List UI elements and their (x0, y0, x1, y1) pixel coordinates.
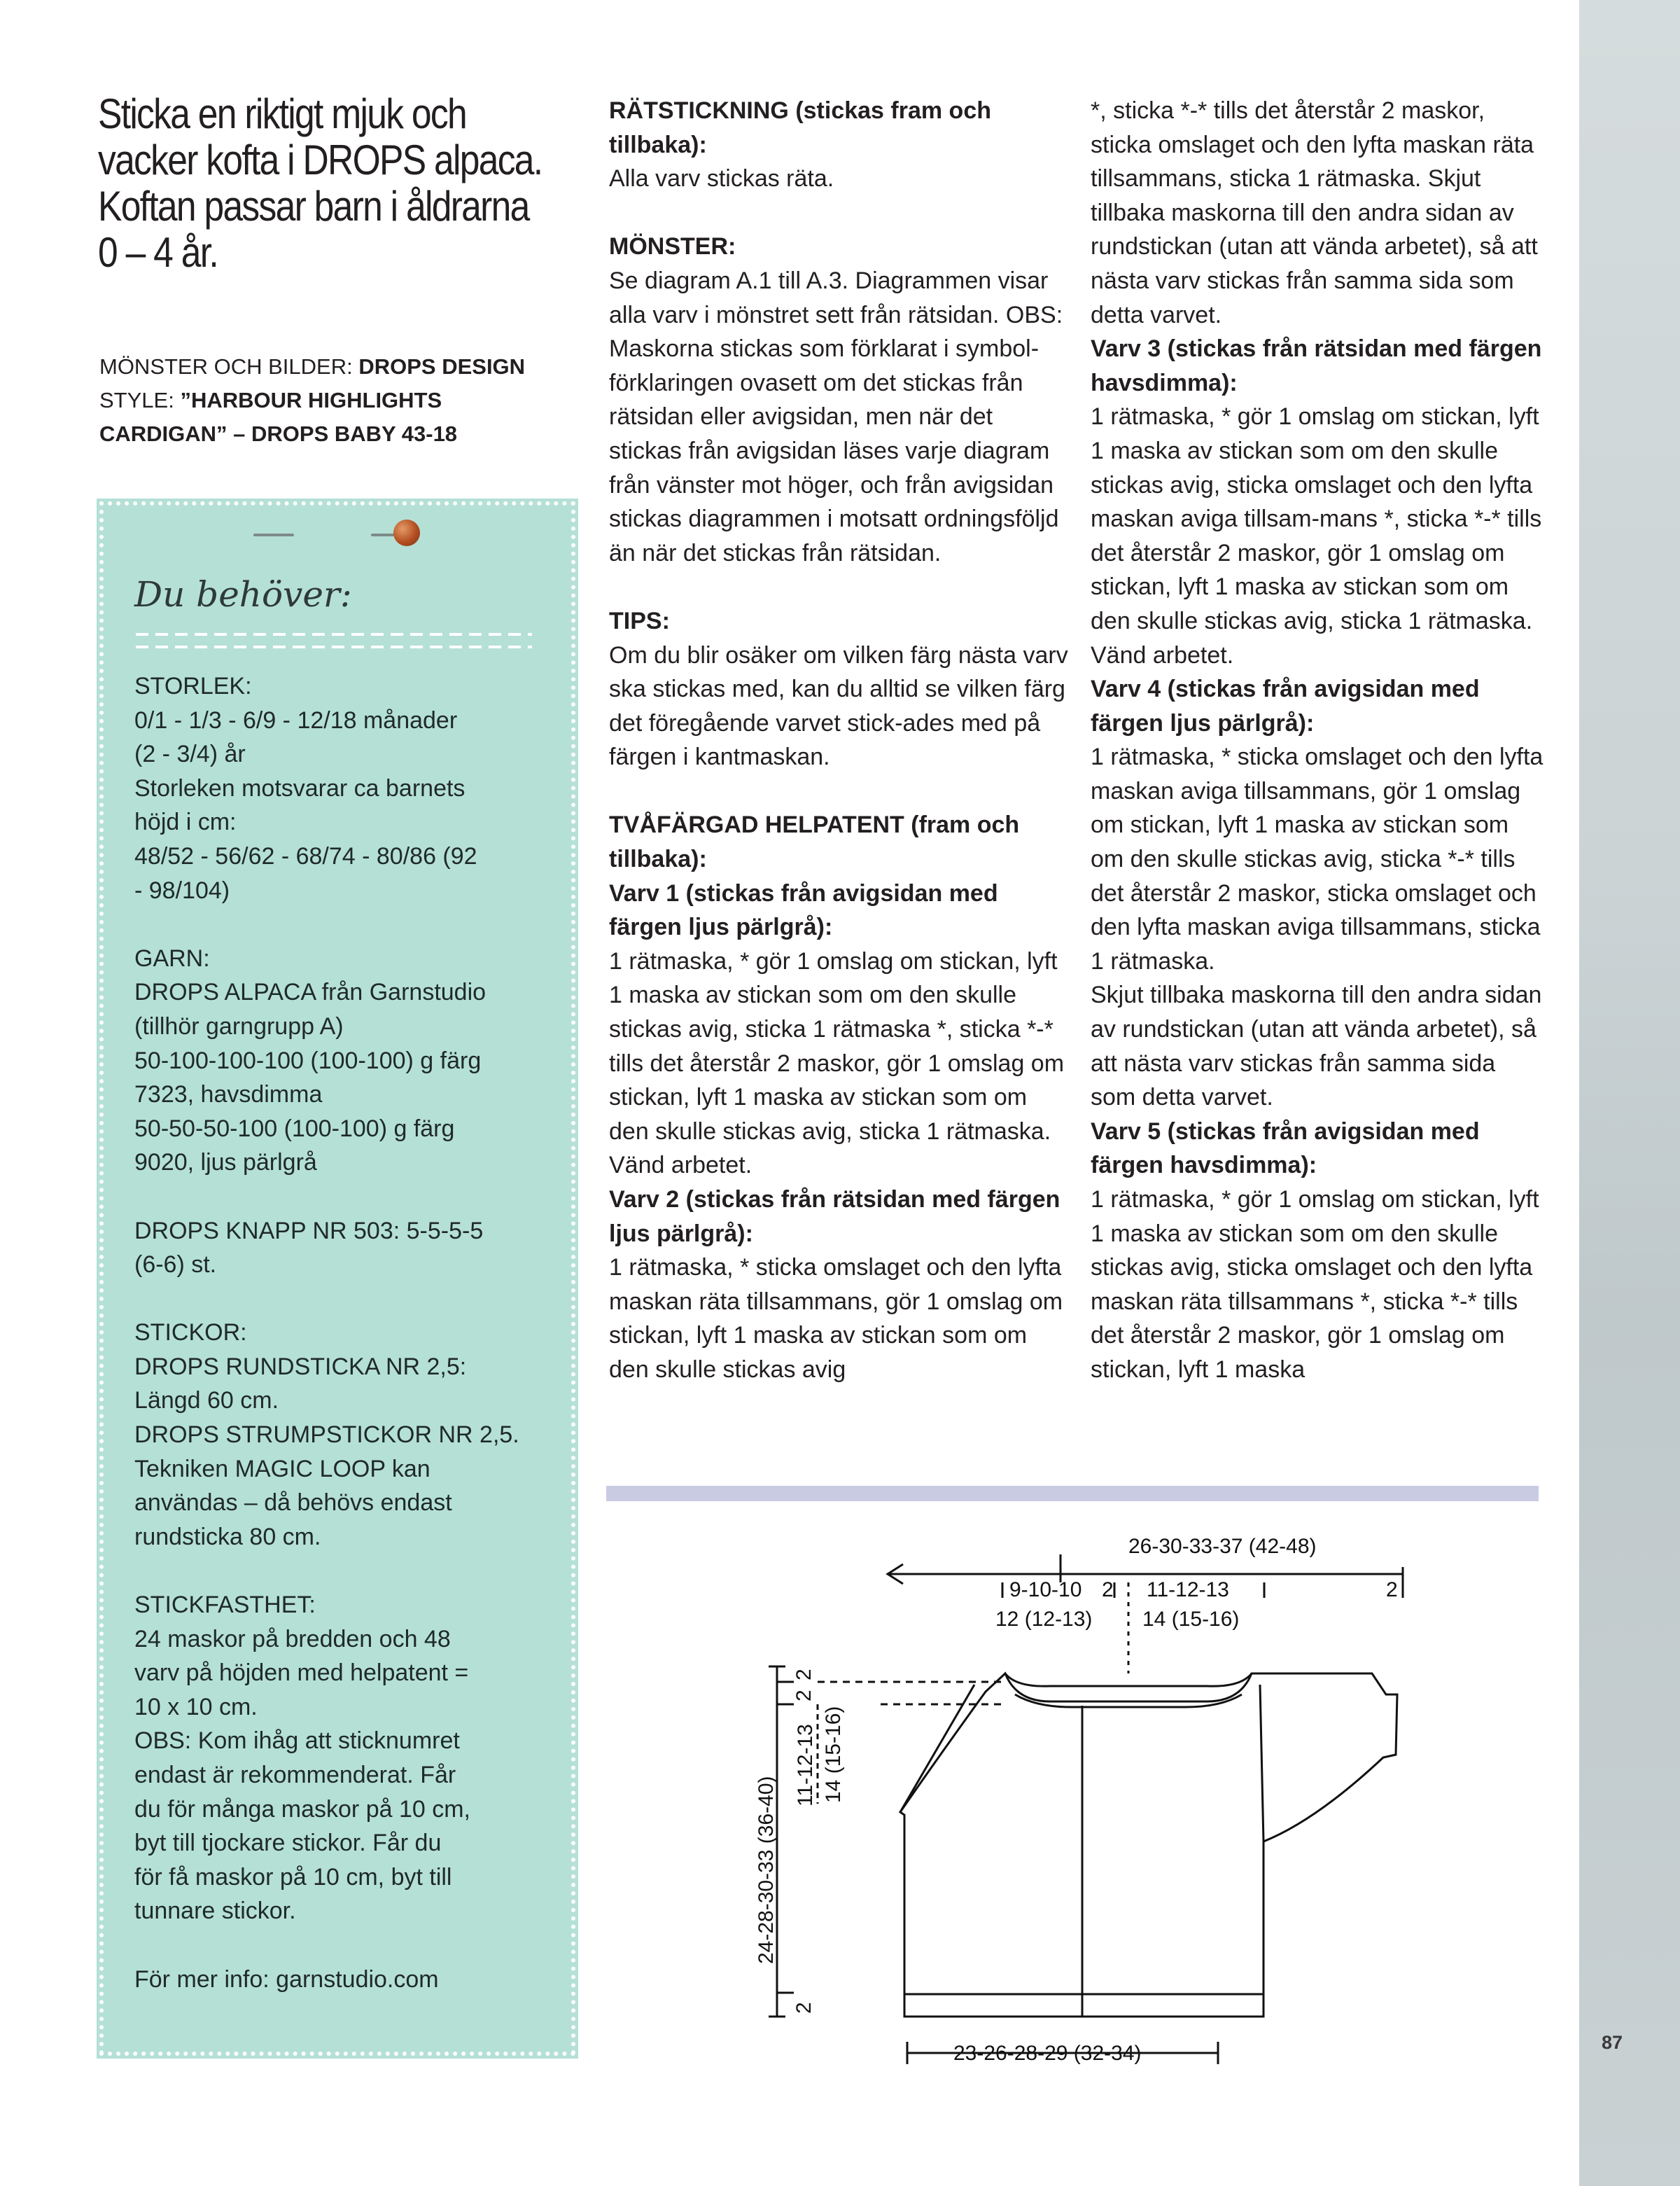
needles-section (134, 1316, 568, 1554)
instructions-column-2 (609, 94, 1071, 1387)
credit-value: DROPS DESIGN (358, 354, 526, 379)
materials-heading: Du behöver: (134, 574, 352, 615)
gauge-line: för få maskor på 10 cm, byt till (134, 1863, 452, 1891)
button-section (134, 1214, 568, 1282)
credits (99, 350, 575, 451)
yarn-line: 50-100-100-100 (100-100) g färg (134, 1047, 482, 1074)
bottom-width-label: 23-26-28-29 (32-34) (953, 2042, 1142, 2065)
size-line: - 98/104) (134, 877, 230, 904)
intro-title-line: Sticka en riktigt mjuk och (98, 90, 466, 137)
needles-line: rundsticka 80 cm. (134, 1523, 321, 1550)
cuff-label: 2 (1386, 1578, 1398, 1601)
row4-text: 1 rätmaska, * sticka omslaget och den lyfta maskan aviga tillsammans, gör 1 omslag om stickan, lyft 1 maska av stickan som om den skulle stickas avig, sticka *-* tills det återstår 2 maskor, sticka omslaget och den lyfta maskan aviga tillsammans, sticka 1 rätmaska. (1091, 744, 1544, 975)
button-line: (6-6) st. (134, 1251, 217, 1279)
row3-heading: Varv 3 (stickas från rätsidan med färgen havsdimma): (1091, 335, 1542, 396)
gauge-line: OBS: Kom ihåg att sticknumret (134, 1727, 460, 1755)
yarn-section (134, 942, 568, 1180)
gauge-section (134, 1588, 568, 1928)
row4-continued: Skjut tillbaka maskorna till den andra sidan av rundstickan (utan att vända arbetet), så att nästa varv stickas från samma sida som detta varvet. (1091, 982, 1542, 1111)
sleeve-width-label: 14 (15-16) (1142, 1608, 1240, 1631)
sleeve-width-label: 12 (12-13) (995, 1608, 1093, 1631)
neck-half-label: 2 (1102, 1578, 1114, 1601)
style-value: ”HARBOUR HIGHLIGHTS (180, 388, 442, 412)
row2-continued: *, sticka *-* tills det återstår 2 maskor, sticka omslaget och den lyfta maskan räta tillsammans, sticka 1 rätmaska. Skjut tillbaka maskorna till den andra sidan av rundstickan (utan att vända arbetet), så att nästa varv stickas från samma sida som detta varvet. (1091, 97, 1538, 328)
gauge-line: 10 x 10 cm. (134, 1693, 258, 1720)
intro-title-line: Koftan passar barn i åldrarna (98, 183, 529, 230)
yarn-line: (tillhör garngrupp A) (134, 1012, 344, 1040)
row2-heading: Varv 2 (stickas från rätsidan med färgen ljus pärlgrå): (609, 1186, 1060, 1247)
size-line: höjd i cm: (134, 809, 237, 836)
button-line: DROPS KNAPP NR 503: 5-5-5-5 (134, 1217, 484, 1244)
schematic-lines (769, 1554, 1403, 2064)
pin-head-icon (393, 520, 420, 546)
raglan-line (1260, 1685, 1264, 1842)
size-section (134, 669, 568, 907)
dashed-rule (136, 633, 532, 650)
garter-heading: RÄTSTICKNING (stickas fram och tillbaka): (609, 97, 991, 158)
size-line: (2 - 3/4) år (134, 741, 246, 768)
page-number: 87 (1601, 2032, 1623, 2053)
brioche-heading: TVÅFÄRGAD HELPATENT (fram och tillbaka): (609, 812, 1020, 873)
pin-needle (253, 534, 294, 536)
yarn-line: DROPS ALPACA från Garnstudio (134, 979, 486, 1006)
instructions-column-3 (1091, 94, 1546, 1387)
sleeve-width-label: 9-10-10 (1009, 1578, 1082, 1601)
neckband-line (1005, 1673, 1252, 1686)
row5-text: 1 rätmaska, * gör 1 omslag om stickan, lyft 1 maska av stickan som om den skulle stickas avig, sticka omslaget och den lyfta maskan räta tillsammans *, sticka *-* tills det återstår 2 maskor, gör 1 omslag om stickan, lyft 1 maska (1091, 1186, 1539, 1383)
yarn-line: 7323, havsdimma (134, 1081, 323, 1108)
yarn-label: GARN: (134, 945, 210, 972)
cardigan-outline (900, 1673, 1397, 2017)
neck-top-label: 2 (792, 1669, 816, 1680)
intro-title (98, 91, 573, 276)
tips-text: Om du blir osäker om vilken färg nästa varv ska stickas med, kan du alltid se vilken färg det föregående varvet stick-ades med på färgen i kantmaskan. (609, 641, 1068, 771)
row1-heading: Varv 1 (stickas från avigsidan med färgen ljus pärlgrå): (609, 879, 998, 941)
row1-text: 1 rätmaska, * gör 1 omslag om stickan, lyft 1 maska av stickan som om den skulle stickas avig, sticka 1 rätmaska *, sticka *-* tills det återstår 2 maskor, gör 1 omslag om stickan, lyft 1 maska av stickan som om den skulle stickas avig, sticka 1 rätmaska. Vänd arbetet. (609, 947, 1065, 1179)
gauge-label: STICKFASTHET: (134, 1592, 316, 1619)
pattern-heading: MÖNSTER: (609, 233, 736, 260)
tips-heading: TIPS: (609, 607, 670, 634)
materials-body (134, 669, 568, 2031)
row5-heading: Varv 5 (stickas från avigsidan med färgen havsdimma): (1091, 1118, 1480, 1179)
decorative-side-strip (1579, 0, 1680, 2186)
intro-title-line: vacker kofta i DROPS alpaca. (98, 137, 542, 183)
gauge-line: endast är rekommenderat. Får (134, 1762, 456, 1788)
row2-text: 1 rätmaska, * sticka omslaget och den lyfta maskan räta tillsammans, gör 1 omslag om stickan, lyft 1 maska av stickan som om den skulle stickas avig (609, 1254, 1063, 1383)
needles-line: DROPS RUNDSTICKA NR 2,5: (134, 1353, 467, 1380)
pattern-text: Se diagram A.1 till A.3. Diagrammen visar alla varv i mönstret sett från rätsidan. OBS: Maskorna stickas som förklarat i symbol-förklaringen ovasett om det stickas från rätsidan eller avigsidan, men när det stickas från avigsidan läses varje diagram från vänster mot höger, och från avigsidan stickas diagrammen i motsatt ordningsföljd än när det stickas från rätsidan. (609, 267, 1063, 566)
hem-label: 2 (792, 2002, 816, 2014)
credit-label: MÖNSTER OCH BILDER: (99, 354, 353, 379)
garter-text: Alla varv stickas räta. (609, 165, 834, 193)
size-label: STORLEK: (134, 673, 252, 699)
measurement-schematic (742, 1526, 1414, 2073)
needles-label: STICKOR: (134, 1319, 247, 1346)
style-label: STYLE: (99, 388, 174, 412)
section-divider (606, 1486, 1539, 1501)
needles-line: användas – då behövs endast (134, 1489, 452, 1517)
gauge-line: 24 maskor på bredden och 48 (134, 1625, 451, 1652)
row3-text: 1 rätmaska, * gör 1 omslag om stickan, lyft 1 maska av stickan som om den skulle stickas avig, sticka omslaget och den lyfta maskan aviga tillsam-mans *, sticka *-* tills det återstår 2 maskor, gör 1 omslag om stickan, lyft 1 maska av stickan som om den skulle stickas avig, sticka 1 rätmaska. Vänd arbetet. (1091, 403, 1542, 669)
more-info: För mer info: garnstudio.com (134, 1965, 439, 1993)
row4-heading: Varv 4 (stickas från avigsidan med färgen ljus pärlgrå): (1091, 676, 1480, 737)
body-height-label: 24-28-30-33 (36-40) (755, 1776, 778, 1964)
needles-line: DROPS STRUMPSTICKOR NR 2,5. (134, 1421, 519, 1449)
intro-title-line: 0 – 4 år. (98, 229, 218, 276)
size-line: 0/1 - 1/3 - 6/9 - 12/18 månader (134, 706, 458, 734)
total-width-label: 26-30-33-37 (42-48) (1128, 1535, 1317, 1558)
gauge-line: byt till tjockare stickor. Får du (134, 1830, 442, 1857)
neckband-label: 2 (792, 1690, 816, 1701)
gauge-line: tunnare stickor. (134, 1898, 296, 1925)
needles-line: Längd 60 cm. (134, 1387, 279, 1414)
yarn-line: 50-50-50-100 (100-100) g färg (134, 1115, 455, 1142)
sleeve-width-label: 11-12-13 (1147, 1578, 1229, 1601)
style-value: CARDIGAN” – DROPS BABY 43-18 (99, 422, 458, 446)
size-line: 48/52 - 56/62 - 68/74 - 80/86 (92 (134, 842, 477, 870)
gauge-line: du för många maskor på 10 cm, (134, 1795, 471, 1823)
yoke-height-label: 11-12-13 (794, 1724, 817, 1806)
yoke-height-label: 14 (15-16) (822, 1706, 845, 1803)
gauge-line: varv på höjden med helpatent = (134, 1659, 469, 1687)
yarn-line: 9020, ljus pärlgrå (134, 1149, 317, 1176)
size-line: Storleken motsvarar ca barnets (134, 774, 465, 802)
needles-line: Tekniken MAGIC LOOP kan (134, 1455, 430, 1482)
